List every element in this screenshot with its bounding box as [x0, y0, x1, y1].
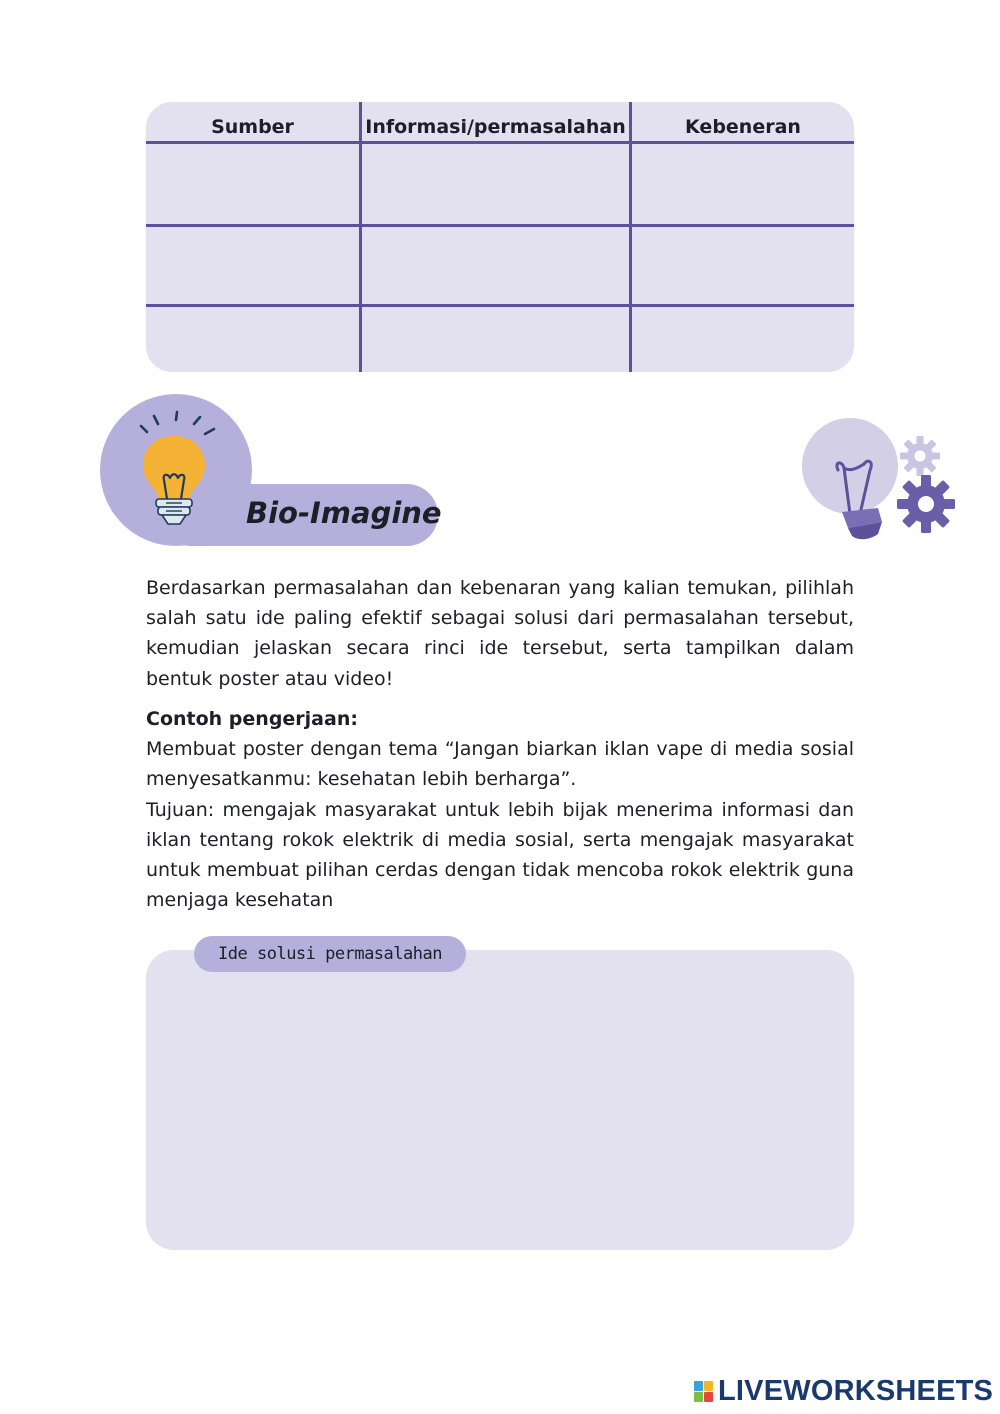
- lightbulb-gears-icon: [798, 414, 960, 544]
- table-cell-r1-informasi[interactable]: [362, 144, 629, 224]
- source-table: [146, 102, 854, 372]
- solution-answer-box[interactable]: [146, 950, 854, 1250]
- liveworksheets-logo-icon: [694, 1379, 714, 1403]
- example-theme-text: Membuat poster dengan tema “Jangan biarkan iklan vape di media sosial menyesatkanmu: kesehatan lebih berharga”.: [146, 738, 854, 791]
- lightbulb-icon: [130, 410, 220, 532]
- table-cell-r3-sumber[interactable]: [146, 307, 359, 372]
- instruction-paragraph: Berdasarkan permasalahan dan kebenaran yang kalian temukan, pilihlah salah satu ide paling efektif sebagai solusi dari permasalahan tersebut, kemudian jelaskan secara rinci ide tersebut, serta tampilkan dalam bentuk poster atau video!: [146, 577, 854, 690]
- table-cell-r3-kebeneran[interactable]: [632, 307, 854, 372]
- header-kebeneran: Kebeneran: [685, 116, 801, 138]
- table-cell-r2-sumber[interactable]: [146, 227, 359, 304]
- solution-box-label: Ide solusi permasalahan: [194, 936, 466, 972]
- example-goal-text: Tujuan: mengajak masyarakat untuk lebih bijak menerima informasi dan iklan tentang rokok elektrik di media sosial, serta mengajak masyarakat untuk membuat pilihan cerdas dengan tidak mencoba rokok elektrik guna menjaga kesehatan: [146, 798, 854, 912]
- header-informasi: Informasi/permasalahan: [365, 116, 626, 138]
- table-cell-r1-sumber[interactable]: [146, 144, 359, 224]
- example-section: [146, 704, 854, 915]
- table-cell-r3-informasi[interactable]: [362, 307, 629, 372]
- table-cell-r2-kebeneran[interactable]: [632, 227, 854, 304]
- liveworksheets-logo: [694, 1376, 993, 1406]
- logo-text: LIVEWORKSHEETS: [718, 1374, 994, 1407]
- bio-imagine-banner: [100, 394, 440, 546]
- header-sumber: Sumber: [211, 116, 294, 138]
- example-label: Contoh pengerjaan:: [146, 708, 358, 730]
- banner-title: Bio-Imagine: [246, 496, 442, 530]
- table-cell-r1-kebeneran[interactable]: [632, 144, 854, 224]
- table-cell-r2-informasi[interactable]: [362, 227, 629, 304]
